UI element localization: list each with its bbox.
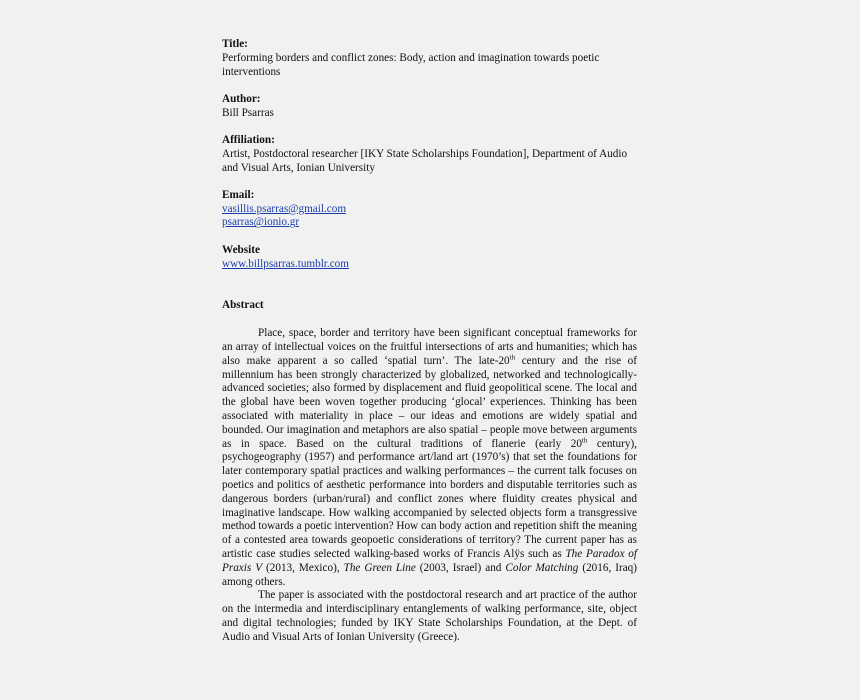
work-title: The Green Line — [343, 561, 416, 574]
website-section — [222, 244, 637, 272]
affiliation-label: Affiliation: — [222, 133, 275, 146]
email-link-secondary[interactable]: psarras@ionio.gr — [222, 216, 300, 229]
document-page — [222, 38, 637, 644]
email-label: Email: — [222, 188, 255, 201]
affiliation-value: Artist, Postdoctoral researcher [IKY State Scholarships Foundation], Department of Audio and Visual Arts, Ionian University — [222, 147, 628, 174]
abstract-paragraph-1 — [222, 327, 637, 589]
work-title: The Paradox of Praxis V — [222, 547, 638, 574]
abstract-text-f: (2016, Iraq) among others. — [222, 561, 637, 588]
title-label: Title: — [222, 38, 248, 50]
author-section — [222, 93, 637, 121]
abstract-text-a: Place, space, border and territory have been significant conceptual frameworks for an array of intellectual voices on the fruitful intersections of arts and humanities; which has also make apparent a so called ‘spatial turn’. The late-20 — [222, 327, 637, 367]
work-title: Color Matching — [505, 561, 579, 574]
superscript-th: th — [581, 435, 588, 444]
author-label: Author: — [222, 92, 261, 105]
abstract-text-e: (2003, Israel) and — [415, 561, 506, 574]
author-value: Bill Psarras — [222, 106, 274, 119]
abstract-text-c: century), psychogeography (1957) and performance art/land art (1970’s) that set the foundations for later contemporary spatial practices and walking performances – the current talk focuses on poetics and politics of aesthetic performance into borders and disputable territories such as dangerous borders (urban/rural) and conflict zones where fluidity creates physical and imaginative landscape. How walking accompanied by selected objects form a transgressive method towards a poetic intervention? How can body action and repetition shift the meaning of a contested area towards geopoetic considerations of territory? The current paper has as artistic case studies selected walking-based works of Francis Alÿs such as — [222, 437, 637, 560]
email-link-primary[interactable]: vasillis.psarras@gmail.com — [222, 202, 347, 215]
abstract-heading: Abstract — [222, 299, 264, 312]
superscript-th: th — [509, 353, 516, 362]
abstract-text-d: (2013, Mexico), — [262, 561, 344, 574]
title-value: Performing borders and conflict zones: Body, action and imagination towards poetic interventions — [222, 51, 600, 78]
title-section — [222, 38, 637, 79]
website-link[interactable]: www.billpsarras.tumblr.com — [222, 257, 349, 270]
website-label: Website — [222, 243, 260, 256]
email-section — [222, 189, 637, 230]
abstract-paragraph-2: The paper is associated with the postdoctoral research and art practice of the author on the intermedia and interdisciplinary entanglements of walking performance, site, object and digital technologies; funded by IKY State Scholarships Foundation, at the Dept. of Audio and Visual Arts of Ionian University (Greece). — [222, 589, 637, 643]
affiliation-section — [222, 134, 637, 175]
abstract-text-b: century and the rise of millennium has been strongly characterized by globalized, networked and technologically-advanced societies; also formed by displacement and fluid geopolitical scene. The local and the global have been woven together producing ‘glocal’ experiences. Thinking has been associated with materiality in place – our ideas and emotions are widely spatial and bounded. Our imagination and metaphors are also spatial – people move between arguments as in space. Based on the cultural traditions of flanerie (early 20 — [222, 354, 638, 450]
